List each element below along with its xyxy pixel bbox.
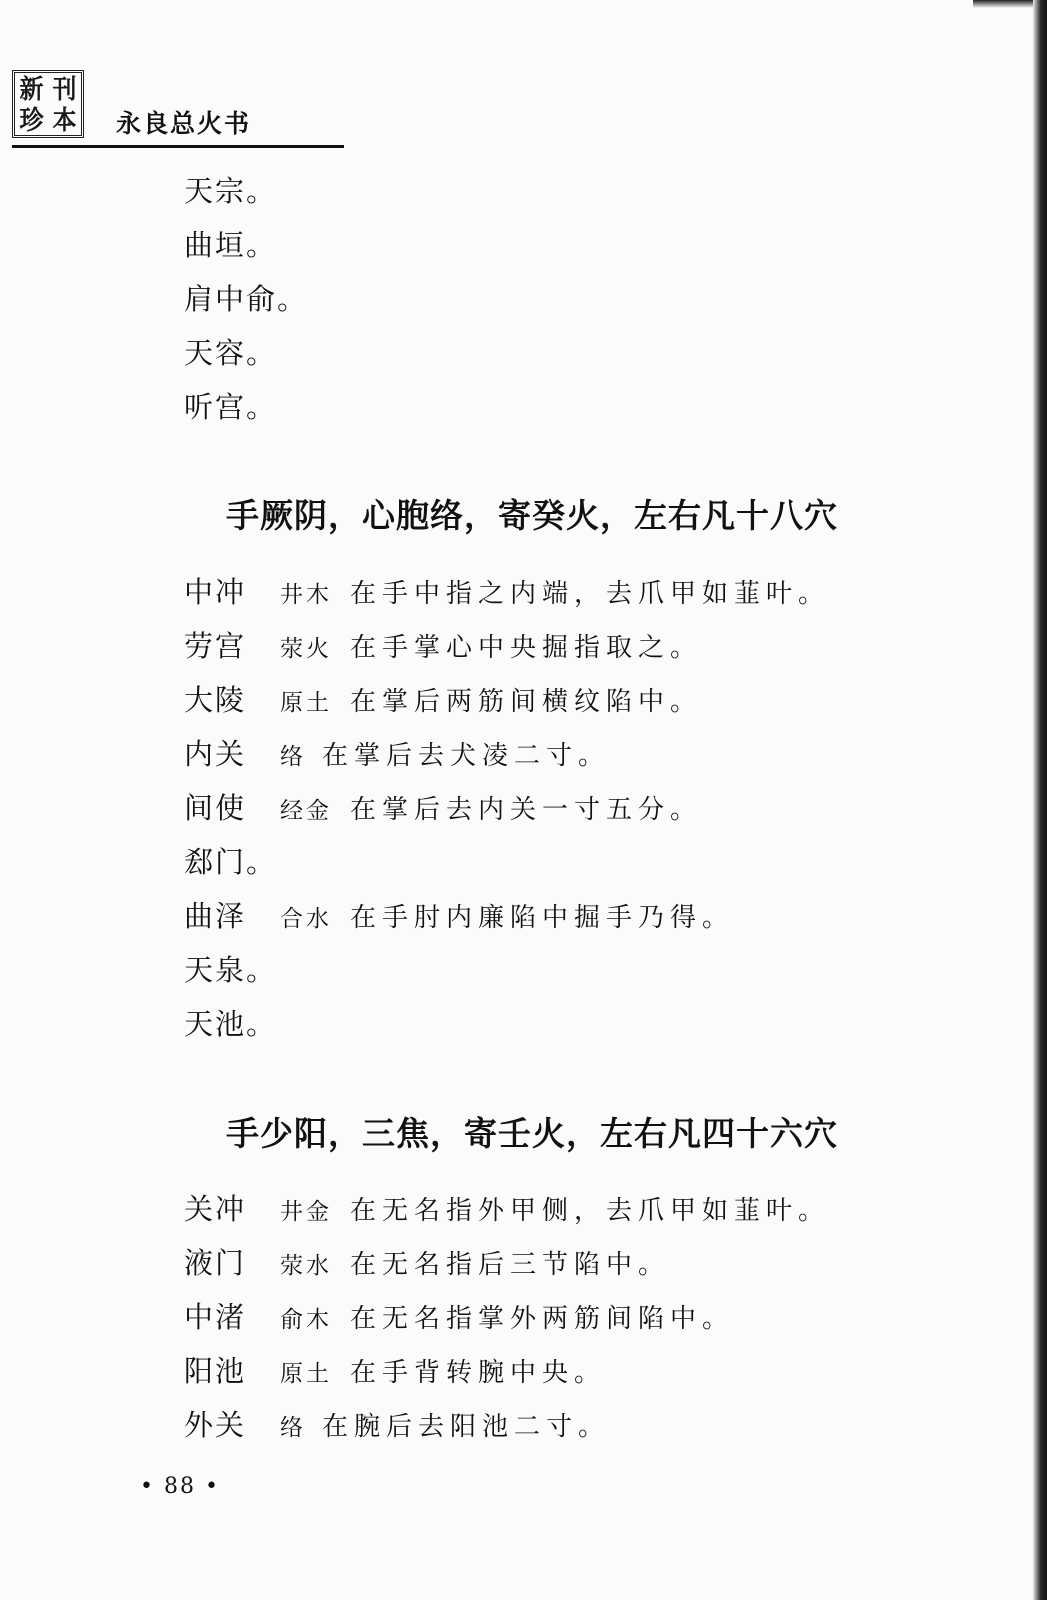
acupoint-entry	[184, 791, 702, 828]
acupoint-entry	[184, 629, 702, 666]
acupoint-entry	[184, 1300, 734, 1337]
point-name: 听宫。	[184, 390, 278, 424]
point-category: 合水	[280, 906, 332, 932]
point-name: 关冲	[184, 1192, 247, 1226]
point-category: 原土	[280, 690, 332, 716]
point-name: 液门	[184, 1246, 247, 1280]
seal-char: 刊	[52, 72, 77, 104]
point-name: 天池。	[184, 1007, 278, 1041]
intro-entry	[184, 282, 309, 316]
running-head: 永良总火书	[116, 109, 252, 138]
seal-char: 本	[52, 103, 77, 135]
point-category: 原土	[280, 1361, 332, 1387]
acupoint-entry	[184, 1007, 280, 1041]
seal-logo	[12, 70, 84, 138]
acupoint-entry	[184, 1408, 610, 1445]
point-name: 郄门。	[184, 845, 278, 879]
intro-entry	[184, 174, 280, 208]
point-category: 荥水	[280, 1253, 332, 1279]
point-name: 肩中俞。	[184, 282, 309, 316]
page-number: • 88 •	[140, 1474, 220, 1499]
point-name: 曲垣。	[184, 228, 278, 262]
point-name: 天泉。	[184, 953, 278, 987]
acupoint-entry	[184, 1246, 670, 1283]
acupoint-entry	[184, 575, 830, 612]
intro-entry	[184, 336, 280, 370]
intro-entry	[184, 228, 280, 262]
point-description: 在手掌心中央掘指取之。	[350, 633, 703, 663]
point-name: 天容。	[184, 336, 278, 370]
acupoint-entry	[184, 683, 702, 720]
seal-char: 新	[19, 72, 44, 104]
point-description: 在腕后去阳池二寸。	[322, 1412, 611, 1442]
acupoint-entry	[184, 1354, 606, 1391]
point-description: 在掌后两筋间横纹陷中。	[350, 687, 703, 717]
page-edge-shadow	[1033, 0, 1047, 1600]
point-name: 中冲	[184, 575, 247, 609]
point-description: 在掌后去犬凌二寸。	[322, 741, 611, 771]
point-category: 俞木	[280, 1307, 332, 1333]
point-category: 经金	[280, 798, 332, 824]
point-description: 在无名指外甲侧，去爪甲如韮叶。	[350, 1196, 831, 1226]
point-category: 荥火	[280, 636, 332, 662]
point-name: 大陵	[184, 683, 247, 717]
point-name: 天宗。	[184, 174, 278, 208]
section-title: 手厥阴，心胞络，寄癸火，左右凡十八穴	[226, 496, 838, 535]
point-description: 在无名指掌外两筋间陷中。	[350, 1304, 735, 1334]
point-category: 络	[280, 744, 306, 770]
point-name: 阳池	[184, 1354, 247, 1388]
header-rule	[12, 145, 344, 148]
point-name: 中渚	[184, 1300, 247, 1334]
point-description: 在手肘内廉陷中掘手乃得。	[350, 903, 735, 933]
point-category: 络	[280, 1415, 306, 1441]
page-edge-top-shadow	[973, 0, 1033, 8]
acupoint-entry	[184, 1192, 830, 1229]
point-name: 内关	[184, 737, 247, 771]
point-category: 井木	[280, 582, 332, 608]
point-name: 劳宫	[184, 629, 247, 663]
point-name: 间使	[184, 791, 247, 825]
section-title: 手少阳，三焦，寄壬火，左右凡四十六穴	[226, 1114, 838, 1153]
acupoint-entry	[184, 845, 280, 879]
acupoint-entry	[184, 953, 280, 987]
point-name: 曲泽	[184, 899, 247, 933]
acupoint-entry	[184, 899, 734, 936]
point-description: 在无名指后三节陷中。	[350, 1250, 671, 1280]
intro-entry	[184, 390, 280, 424]
point-description: 在手中指之内端，去爪甲如韮叶。	[350, 579, 831, 609]
point-category: 井金	[280, 1199, 332, 1225]
point-description: 在手背转腕中央。	[350, 1358, 607, 1388]
point-description: 在掌后去内关一寸五分。	[350, 795, 703, 825]
seal-char: 珍	[19, 103, 44, 135]
acupoint-entry	[184, 737, 610, 774]
point-name: 外关	[184, 1408, 247, 1442]
